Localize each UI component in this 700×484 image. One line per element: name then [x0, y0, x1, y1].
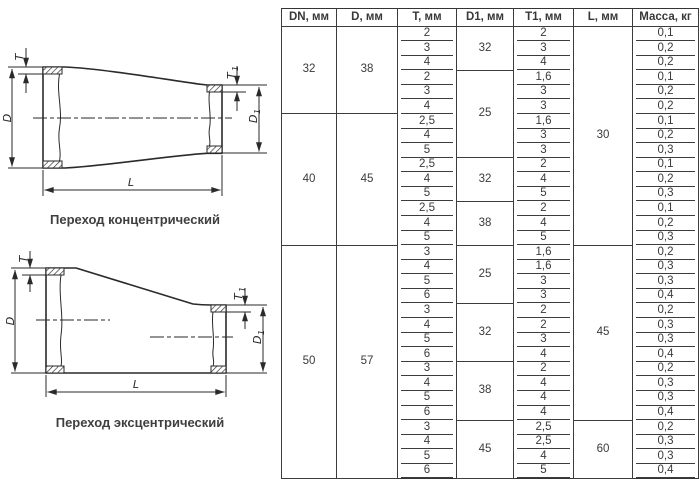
table-cell: 4	[514, 376, 574, 391]
table-cell: 0,3	[633, 376, 699, 391]
table-cell: 4	[514, 449, 574, 464]
column-header: Масса, кг	[633, 9, 699, 27]
table-cell: 0,2	[633, 99, 699, 114]
table-cell: 60	[574, 420, 633, 478]
table-cell: 32	[457, 158, 514, 202]
table-cell: 5	[514, 231, 574, 246]
dim-label-D1-sub: 1	[253, 108, 262, 114]
column-header: T1, мм	[514, 9, 574, 27]
table-cell: 2,5	[398, 158, 457, 173]
table-cell: 1,6	[514, 245, 574, 260]
table-cell: 3	[514, 99, 574, 114]
table-cell: 32	[457, 303, 514, 361]
dim-label-T: T	[17, 255, 30, 263]
table-cell: 5	[514, 464, 574, 479]
table-cell: 3	[514, 129, 574, 144]
dim-label-D1: D	[251, 335, 264, 344]
table-cell: 2	[514, 318, 574, 333]
table-cell: 4	[398, 435, 457, 450]
table-cell: 0,3	[633, 260, 699, 275]
table-cell: 4	[398, 260, 457, 275]
table-cell: 4	[514, 391, 574, 406]
table-cell: 0,3	[633, 333, 699, 348]
dimension-D1	[226, 305, 267, 373]
dim-label-T1-sub: 1	[231, 65, 240, 71]
table-cell: 4	[398, 172, 457, 187]
table-cell: 0,1	[633, 70, 699, 85]
table-cell: 0,3	[633, 143, 699, 158]
concentric-reducer-drawing	[0, 0, 281, 213]
dim-label-T: T	[13, 53, 26, 61]
dim-label-D: D	[1, 113, 14, 123]
table-cell: 3	[398, 362, 457, 377]
table-cell: 0,3	[633, 318, 699, 333]
table-cell: 5	[398, 333, 457, 348]
table-cell: 1,6	[514, 70, 574, 85]
dim-label-L: L	[132, 378, 140, 391]
dimension-T1	[226, 287, 251, 329]
weld-hatch	[46, 268, 226, 373]
break-line	[212, 312, 213, 366]
table-cell: 0,1	[633, 114, 699, 129]
table-cell: 4	[514, 406, 574, 421]
dim-label-L: L	[127, 176, 135, 189]
table-cell: 5	[398, 391, 457, 406]
reducer-body	[46, 268, 226, 373]
table-cell: 4	[398, 318, 457, 333]
table-cell: 3	[514, 274, 574, 289]
table-cell: 0,2	[633, 245, 699, 260]
table-cell: 0,3	[633, 274, 699, 289]
table-cell: 2	[398, 70, 457, 85]
table-cell: 3	[398, 245, 457, 260]
dimension-T	[17, 251, 46, 292]
table-cell: 0,4	[633, 347, 699, 362]
table-cell: 3	[398, 420, 457, 435]
table-cell: 2	[514, 201, 574, 216]
table-cell: 45	[457, 420, 514, 478]
dim-label-D: D	[4, 316, 17, 326]
eccentric-caption: Переход эксцентрический	[55, 415, 225, 430]
table-cell: 1,6	[514, 114, 574, 129]
dimension-D1	[222, 85, 267, 153]
column-header: DN, мм	[282, 9, 337, 27]
table-cell: 3	[514, 143, 574, 158]
table-row	[282, 27, 699, 42]
table-cell: 40	[282, 114, 337, 245]
table-cell: 1,6	[514, 260, 574, 275]
table-cell: 32	[457, 27, 514, 71]
break-line	[58, 74, 60, 161]
table-cell: 4	[514, 56, 574, 71]
table-cell: 50	[282, 245, 337, 478]
table-cell: 45	[574, 245, 633, 420]
dim-label-D1-sub: 1	[257, 329, 266, 335]
dimension-D	[1, 67, 43, 168]
table-cell: 6	[398, 347, 457, 362]
table-cell: 2	[514, 362, 574, 377]
table-cell: 0,1	[633, 27, 699, 42]
table-cell: 4	[514, 172, 574, 187]
table-row	[282, 245, 699, 260]
column-header: T, мм	[398, 9, 457, 27]
table-cell: 57	[337, 245, 398, 478]
table-cell: 2	[514, 303, 574, 318]
table-cell: 4	[398, 376, 457, 391]
table-cell: 0,2	[633, 129, 699, 144]
column-header: L, мм	[574, 9, 633, 27]
table-cell: 0,2	[633, 303, 699, 318]
table-cell: 2,5	[514, 435, 574, 450]
table-cell: 4	[398, 129, 457, 144]
table-cell: 2,5	[398, 114, 457, 129]
table-cell: 3	[398, 85, 457, 100]
table-cell: 0,2	[633, 216, 699, 231]
table-cell: 3	[514, 85, 574, 100]
dimensions-table	[281, 8, 699, 479]
table-cell: 5	[398, 143, 457, 158]
weld-hatch	[43, 67, 222, 168]
dimension-T1	[222, 66, 246, 111]
dim-label-T1-sub: 1	[238, 286, 247, 292]
break-line	[209, 92, 210, 146]
table-cell: 25	[457, 70, 514, 157]
table-cell: 3	[514, 333, 574, 348]
dim-label-D1: D	[247, 114, 260, 123]
table-cell: 32	[282, 27, 337, 114]
table-cell: 0,2	[633, 56, 699, 71]
table-cell: 4	[398, 99, 457, 114]
table-cell: 45	[337, 114, 398, 245]
table-cell: 6	[398, 464, 457, 479]
table-cell: 38	[457, 362, 514, 420]
table-cell: 25	[457, 245, 514, 303]
table-cell: 5	[398, 274, 457, 289]
dim-label-T1: T	[225, 72, 238, 79]
table-cell: 30	[574, 27, 633, 246]
break-line	[60, 275, 62, 366]
table-cell: 0,3	[633, 435, 699, 450]
table-cell: 0,3	[633, 231, 699, 246]
table-cell: 4	[514, 347, 574, 362]
table-cell: 3	[514, 289, 574, 304]
table-cell: 4	[514, 216, 574, 231]
table-cell: 3	[514, 41, 574, 56]
table-cell: 0,3	[633, 449, 699, 464]
table-cell: 2	[514, 27, 574, 42]
table-cell: 0,1	[633, 201, 699, 216]
dimension-D	[4, 268, 46, 373]
column-header: D, мм	[337, 9, 398, 27]
table-cell: 2	[514, 158, 574, 173]
eccentric-reducer-drawing	[0, 245, 281, 413]
table-cell: 5	[398, 449, 457, 464]
table-cell: 0,3	[633, 187, 699, 202]
table-cell: 2	[398, 27, 457, 42]
table-cell: 3	[398, 41, 457, 56]
table-cell: 0,2	[633, 41, 699, 56]
table-cell: 4	[398, 56, 457, 71]
table-cell: 5	[514, 187, 574, 202]
table-cell: 5	[398, 231, 457, 246]
table-cell: 6	[398, 289, 457, 304]
table-cell: 4	[398, 216, 457, 231]
table-cell: 2,5	[514, 420, 574, 435]
table-cell: 0,4	[633, 289, 699, 304]
dimension-L	[46, 375, 226, 397]
table-cell: 0,3	[633, 391, 699, 406]
table-cell: 5	[398, 187, 457, 202]
table-cell: 0,2	[633, 172, 699, 187]
table-cell: 0,4	[633, 464, 699, 479]
table-cell: 38	[457, 201, 514, 245]
reducer-body	[43, 67, 222, 168]
dim-label-T1: T	[232, 293, 245, 300]
table-cell: 38	[337, 27, 398, 114]
table-cell: 0,2	[633, 362, 699, 377]
table-cell: 0,2	[633, 85, 699, 100]
table-cell: 0,1	[633, 158, 699, 173]
dimension-T	[13, 48, 43, 93]
table-header-row	[282, 9, 699, 27]
column-header: D1, мм	[457, 9, 514, 27]
table-cell: 2,5	[398, 201, 457, 216]
table-cell: 0,2	[633, 420, 699, 435]
table-cell: 0,4	[633, 406, 699, 421]
table-cell: 6	[398, 406, 457, 421]
concentric-caption: Переход концентрический	[50, 212, 220, 227]
table-cell: 3	[398, 303, 457, 318]
